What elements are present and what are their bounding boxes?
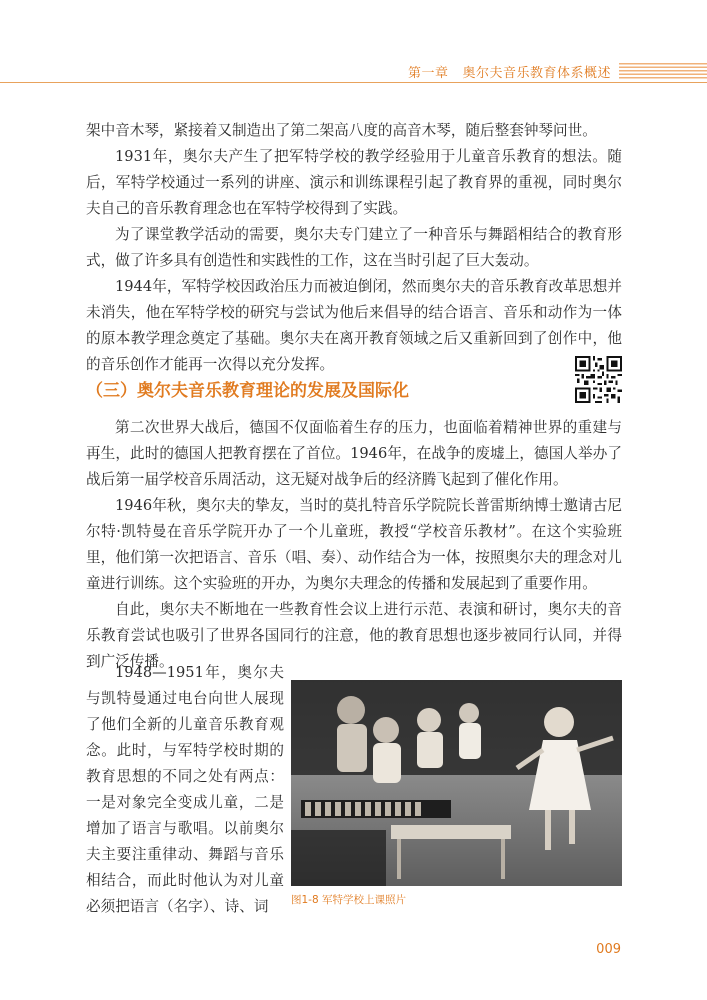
- classroom-photo-illustration: [291, 680, 622, 886]
- header-rule: [0, 82, 707, 83]
- section-heading: （三）奥尔夫音乐教育理论的发展及国际化: [86, 381, 409, 401]
- paragraph-postwar: 第二次世界大战后，德国不仅面临着生存的压力，也面临着精神世界的重建与再生，此时的德国人把教育摆在了首位。1946年，在战争的废墟上，德国人举办了战后第一届学校音乐周活动，这无疑对战争后的经济腾飞起到了催化作用。: [86, 419, 622, 488]
- header-stripes-decoration: [619, 63, 707, 79]
- paragraph-1946-autumn: 1946年秋，奥尔夫的挚友，当时的莫扎特音乐学院院长普雷斯纳博士邀请古尼尔特·凯特曼在音乐学院开办了一个儿童班，教授“学校音乐教材”。在这个实验班里，他们第一次把语言、音乐（唱、奏）、动作结合为一体，按照奥尔夫的理念对儿童进行训练。这个实验班的开办，为奥尔夫理念的传播和发展起到了重要作用。: [86, 497, 622, 592]
- paragraph-classroom: 为了课堂教学活动的需要，奥尔夫专门建立了一种音乐与舞蹈相结合的教育形式，做了许多具有创造性和实践性的工作，这在当时引起了巨大轰动。: [86, 226, 622, 269]
- page-number: 009: [596, 942, 621, 957]
- paragraph-spread: 自此，奥尔夫不断地在一些教育性会议上进行示范、表演和研讨，奥尔夫的音乐教育尝试也吸引了世界各国同行的注意，他的教育思想也逐步被同行认同，并得到广泛传播。: [86, 601, 622, 670]
- running-header: [408, 62, 611, 81]
- figure-caption: 图1-8 军特学校上课照片: [291, 894, 406, 906]
- paragraph-1944: 1944年，军特学校因政治压力而被迫倒闭，然而奥尔夫的音乐教育改革思想并未消失，他在军特学校的研究与尝试为他后来倡导的结合语言、音乐和动作为一体的原本教学理念奠定了基础。奥尔夫在离开教育领域之后又重新回到了创作中，他的音乐创作才能再一次得以充分发挥。: [86, 278, 622, 373]
- header-chapter: 第一章: [407, 66, 449, 81]
- paragraph-1948-1951: 1948—1951年，奥尔夫与凯特曼通过电台向世人展现了他们全新的儿童音乐教育观念。此时，与军特学校时期的教育思想的不同之处有两点：一是对象完全变成儿童，二是增加了语言与歌唱。以前奥尔夫主要注重律动、舞蹈与音乐相结合，而此时他认为对儿童必须把语言（名字）、诗、词: [86, 664, 284, 915]
- header-title: 奥尔夫音乐教育体系概述: [462, 66, 611, 81]
- classroom-photo: [291, 680, 622, 886]
- qr-code-icon[interactable]: [575, 356, 622, 403]
- paragraph-continuation: 架中音木琴，紧接着又制造出了第二架高八度的高音木琴，随后整套钟琴问世。: [86, 122, 597, 139]
- paragraph-1931: 1931年，奥尔夫产生了把军特学校的教学经验用于儿童音乐教育的想法。随后，军特学校通过一系列的讲座、演示和训练课程引起了教育界的重视，同时奥尔夫自己的音乐教育理念也在军特学校得到了实践。: [86, 148, 622, 217]
